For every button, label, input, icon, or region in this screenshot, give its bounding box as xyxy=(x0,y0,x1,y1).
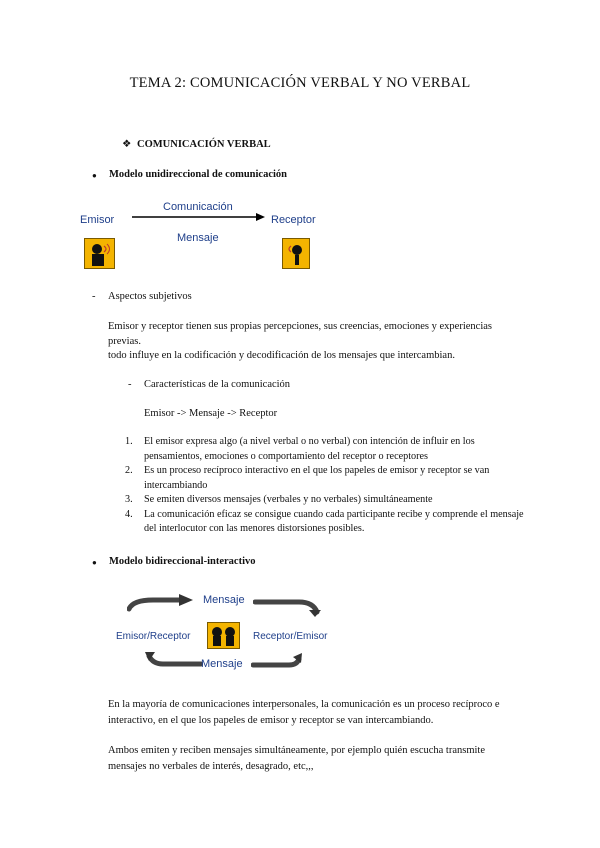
diagram-emisor-label: Emisor xyxy=(80,214,115,226)
listener-icon xyxy=(282,238,310,269)
list-item: 3. Se emiten diversos mensajes (verbales y no verbales) simultáneamente xyxy=(125,494,433,505)
characteristics-flow: Emisor -> Mensaje -> Receptor xyxy=(144,408,278,419)
two-people-icon xyxy=(207,622,240,649)
model1-heading: Modelo unidireccional de comunicación xyxy=(109,169,288,180)
diagram-bottom-label: Mensaje xyxy=(177,232,219,244)
unidirectional-diagram xyxy=(80,198,350,270)
speaker-icon xyxy=(84,238,115,269)
right-arrow-icon xyxy=(132,212,266,222)
list-item: 2. Es un proceso recíproco interactivo en el que los papeles de emisor y receptor se van intercambiando xyxy=(125,465,490,491)
list-item: 4. La comunicación eficaz se consigue cuando cada participante recibe y comprende el mensaje del interlocutor con las menores distorsiones posibles. xyxy=(125,508,524,534)
curved-arrow-icon xyxy=(253,596,323,618)
characteristics-dash: - xyxy=(128,379,132,390)
characteristics-list xyxy=(125,435,525,537)
curved-arrow-icon xyxy=(127,593,197,615)
diagram-right-label: Receptor/Emisor xyxy=(253,631,328,642)
list-item: 1. El emisor expresa algo (a nivel verbal o no verbal) con intención de influir en los pensamientos, emociones o comportamiento del receptor o receptores xyxy=(125,436,475,462)
page-title: TEMA 2: COMUNICACIÓN VERBAL Y NO VERBAL xyxy=(129,75,471,91)
section-heading: COMUNICACIÓN VERBAL xyxy=(137,139,271,150)
model2-heading: Modelo bidireccional-interactivo xyxy=(109,556,256,567)
aspects-paragraph-1: Emisor y receptor tienen sus propias percepciones, sus creencias, emociones y experiencias previas. xyxy=(108,321,492,347)
diagram-receptor-label: Receptor xyxy=(271,214,316,226)
characteristics-heading: Características de la comunicación xyxy=(144,379,291,390)
diagram-bottom-message: Mensaje xyxy=(201,658,243,670)
aspects-dash: - xyxy=(92,291,96,302)
list-bullet: ● xyxy=(92,171,97,180)
section-bullet: ❖ xyxy=(122,139,132,150)
aspects-heading: Aspectos subjetivos xyxy=(108,291,192,302)
bidirectional-diagram xyxy=(115,588,330,678)
curved-arrow-icon xyxy=(251,653,303,675)
list-bullet: ● xyxy=(92,558,97,567)
closing-paragraph-2: Ambos emiten y reciben mensajes simultáneamente, por ejemplo quién escucha transmite mensajes no verbales de interés, desagrado, etc,,, xyxy=(108,745,486,772)
aspects-paragraph-2: todo influye en la codificación y decodificación de los mensajes que intercambian. xyxy=(108,350,455,361)
diagram-top-label: Comunicación xyxy=(163,201,233,213)
diagram-left-label: Emisor/Receptor xyxy=(116,631,191,642)
diagram-top-message: Mensaje xyxy=(203,594,245,606)
closing-paragraph-1: En la mayoría de comunicaciones interpersonales, la comunicación es un proceso recíproco e interactivo, en el que los papeles de emisor y receptor se van intercambiando. xyxy=(108,699,500,726)
curved-arrow-icon xyxy=(143,650,203,672)
